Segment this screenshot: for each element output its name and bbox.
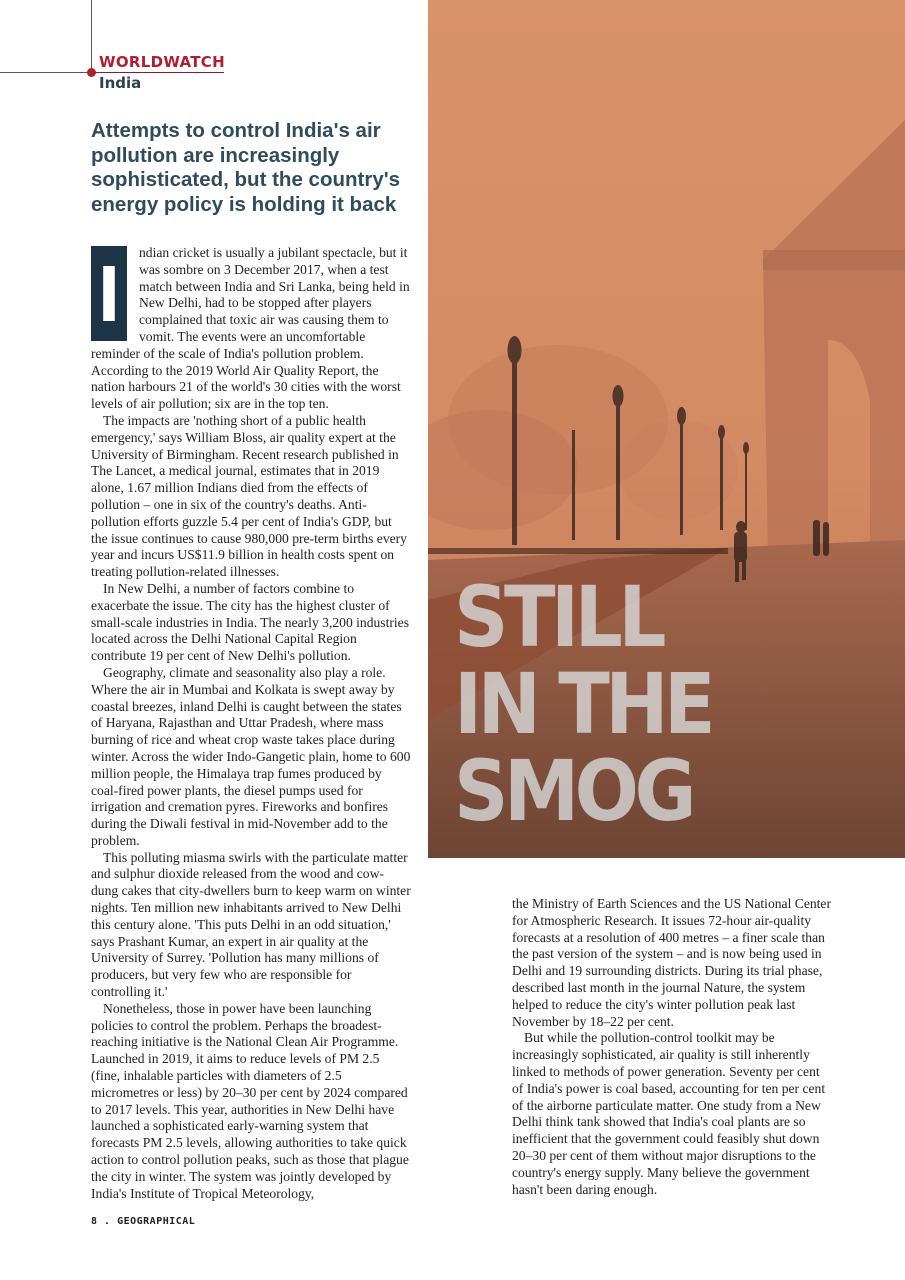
region-label: India bbox=[99, 74, 142, 92]
headline-line: STILL bbox=[454, 568, 662, 666]
article-column-1 bbox=[91, 245, 411, 1202]
paragraph: Geography, climate and seasonality also play a role. Where the air in Mumbai and Kolkata is swept away by coastal breezes, inland Delhi is caught between the states of Haryana, Rajasthan and Uttar Pradesh, where mass burning of rice and wheat crop waste takes place during winter. Across the wider Indo-Gangetic plain, home to 600 million people, the Himalaya trap fumes produced by coal-fired power plants, the diesel pumps used for irrigation and cremation pyres. Fireworks and bonfires during the Diwali festival in mid-November add to the problem. bbox=[91, 664, 411, 848]
paragraph: ndian cricket is usually a jubilant spectacle, but it was sombre on 3 December 2017, when a test match between India and Sri Lanka, being held in New Delhi, had to be stopped after players complained that toxic air was causing them to vomit. The events were an uncomfortable reminder of the scale of India's pollution problem. According to the 2019 World Air Quality Report, the nation harbours 21 of the world's 30 cities with the worst levels of air pollution; six are in the top ten. bbox=[91, 245, 410, 412]
headline-line: IN THE bbox=[454, 655, 712, 753]
header-dot-icon bbox=[87, 68, 96, 77]
paragraph: In New Delhi, a number of factors combine to exacerbate the issue. The city has the highest cluster of small-scale industries in India. The nearly 3,200 industries located across the Delhi National Capital Region contribute 19 per cent of New Delhi's pollution. bbox=[91, 580, 409, 664]
header-horizontal-rule bbox=[0, 72, 92, 73]
paragraph: Nonetheless, those in power have been launching policies to control the problem. Perhaps the broadest-reaching initiative is the National Clean Air Programme. Launched in 2019, it aims to reduce levels of PM 2.5 (fine, inhalable particles with diameters of 2.5 micrometres or less) by 20–30 per cent by 2024 compared to 2017 levels. This year, authorities in New Delhi have launched a sophisticated early-warning system that forecasts PM 2.5 levels, allowing authorities to take quick action to control pollution peaks, such as those that plague the city in winter. The system was jointly developed by India's Institute of Tropical Meteorology, bbox=[91, 1000, 409, 1201]
header-vertical-rule bbox=[91, 0, 92, 72]
paragraph: The impacts are 'nothing short of a public health emergency,' says William Bloss, air quality expert at the University of Birmingham. Recent research published in The Lancet, a medical journal, estimates that in 2019 alone, 1.67 million Indians died from the effects of pollution – one in six of the country's deaths. Anti-pollution efforts guzzle 5.4 per cent of India's GDP, but the issue continues to cause 980,000 pre-term births every year and incurs US$11.9 billion in health costs spent on treating pollution-related illnesses. bbox=[91, 412, 407, 580]
header-accent-rule bbox=[92, 72, 224, 73]
article-column-2 bbox=[512, 896, 834, 1198]
section-label: WORLDWATCH bbox=[99, 53, 225, 71]
paragraph: the Ministry of Earth Sciences and the US National Center for Atmospheric Research. It issues 72-hour air-quality forecasts at a resolution of 400 metres – a finer scale than the past version of the system – and is now being used in Delhi and 19 surrounding districts. During its trial phase, described last month in the journal Nature, the system helped to reduce the city's winter pollution peak last November by 18–22 per cent. bbox=[512, 896, 831, 1029]
standfirst: Attempts to control India's air pollution are increasingly sophisticated, but the country's energy policy is holding it back bbox=[91, 119, 400, 216]
paragraph: But while the pollution-control toolkit may be increasingly sophisticated, air quality is still inherently linked to methods of power generation. Seventy per cent of India's power is coal based, accounting for ten per cent of the airborne particulate matter. One study from a New Delhi think tank showed that India's coal plants are so inefficient that the government could feasibly shut down 20–30 per cent of them without major disruptions to the country's energy supply. Many believe the government hasn't been daring enough. bbox=[512, 1030, 826, 1197]
paragraph: This polluting miasma swirls with the particulate matter and sulphur dioxide released from the wood and cow-dung cakes that city-dwellers burn to keep warm on winter nights. Ten million new inhabitants arrived to New Delhi this century alone. 'This puts Delhi in an odd situation,' says Prashant Kumar, an expert in air quality at the University of Surrey. 'Pollution has many millions of producers, but very few who are responsible for controlling it.' bbox=[91, 849, 411, 1000]
drop-cap: I bbox=[91, 246, 127, 341]
headline-line: SMOG bbox=[454, 742, 693, 840]
page-footer: 8 . GEOGRAPHICAL bbox=[91, 1216, 196, 1227]
headline bbox=[454, 568, 712, 840]
